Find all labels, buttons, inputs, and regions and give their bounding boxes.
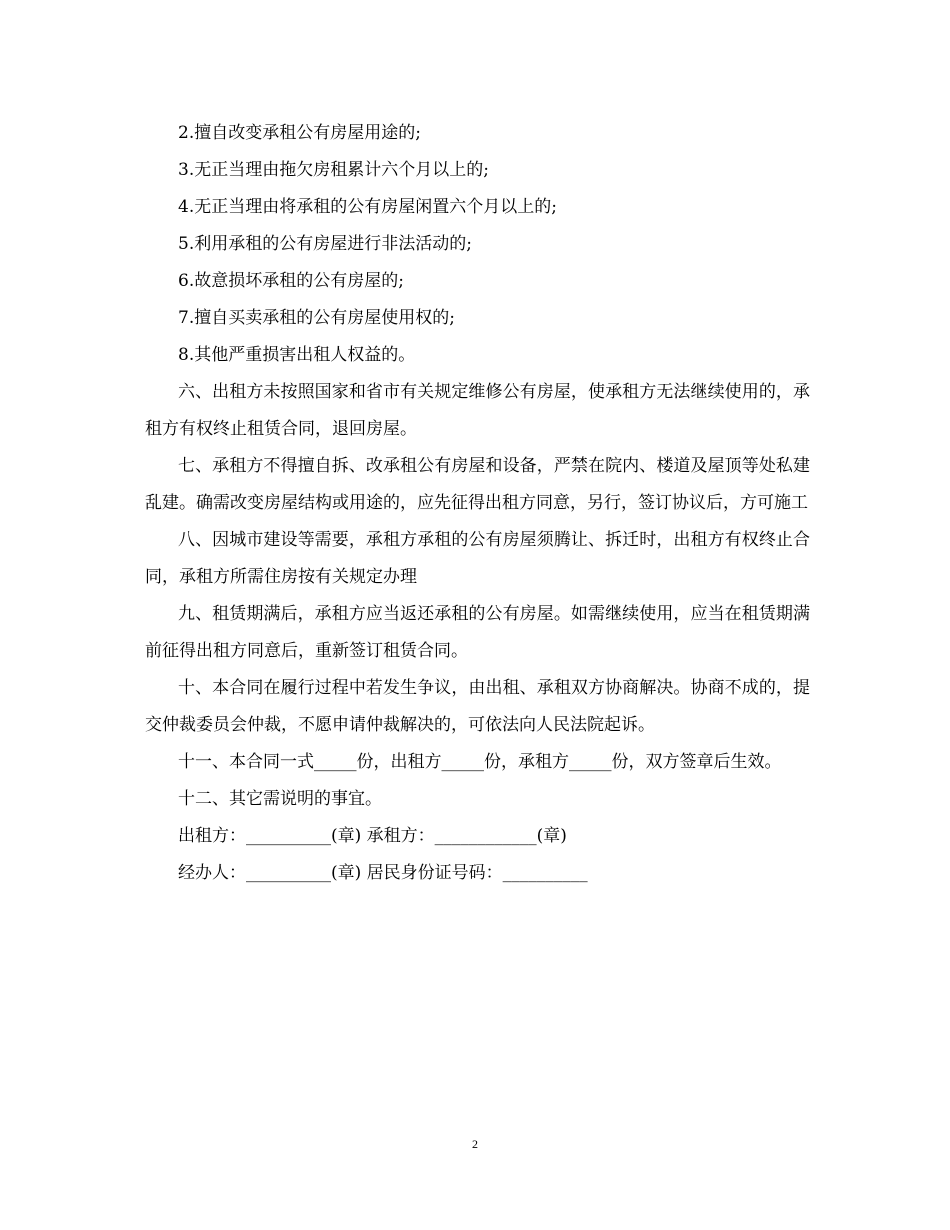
clause-11: 十一、本合同一式_____份，出租方_____份，承租方_____份，双方签章后生效。 — [178, 752, 782, 772]
list-item: 3.无正当理由拖欠房租累计六个月以上的; — [178, 160, 489, 180]
list-item: 2.擅自改变承租公有房屋用途的; — [178, 123, 421, 143]
page-number: 2 — [472, 1137, 478, 1151]
clause-8: 八、因城市建设等需要，承租方承租的公有房屋须腾让、拆迁时，出租方有权终止合同，承租方所需住房按有关规定办理 — [145, 530, 810, 587]
clause-6: 六、出租方未按照国家和省市有关规定维修公有房屋，使承租方无法继续使用的，承租方有权终止租赁合同，退回房屋。 — [145, 382, 810, 439]
signature-line-handler: 经办人：__________(章) 居民身份证号码：__________ — [178, 863, 588, 883]
list-item: 8.其他严重损害出租人权益的。 — [178, 345, 416, 365]
signature-line-lessor: 出租方：__________(章) 承租方：____________(章) — [178, 826, 567, 846]
list-item: 5.利用承租的公有房屋进行非法活动的; — [178, 234, 472, 254]
clause-10: 十、本合同在履行过程中若发生争议，由出租、承租双方协商解决。协商不成的，提交仲裁委员会仲裁，不愿申请仲裁解决的，可依法向人民法院起诉。 — [145, 678, 810, 735]
list-item: 7.擅自买卖承租的公有房屋使用权的; — [178, 308, 455, 328]
clause-9: 九、租赁期满后，承租方应当返还承租的公有房屋。如需继续使用，应当在租赁期满前征得出租方同意后，重新签订租赁合同。 — [145, 604, 810, 661]
clause-12: 十二、其它需说明的事宜。 — [178, 789, 382, 809]
clause-7: 七、承租方不得擅自拆、改承租公有房屋和设备，严禁在院内、楼道及屋顶等处私建乱建。确需改变房屋结构或用途的，应先征得出租方同意，另行，签订协议后，方可施工 — [145, 456, 810, 513]
document-body — [145, 115, 810, 892]
list-item: 4.无正当理由将承租的公有房屋闲置六个月以上的; — [178, 197, 557, 217]
list-item: 6.故意损坏承租的公有房屋的; — [178, 271, 404, 291]
